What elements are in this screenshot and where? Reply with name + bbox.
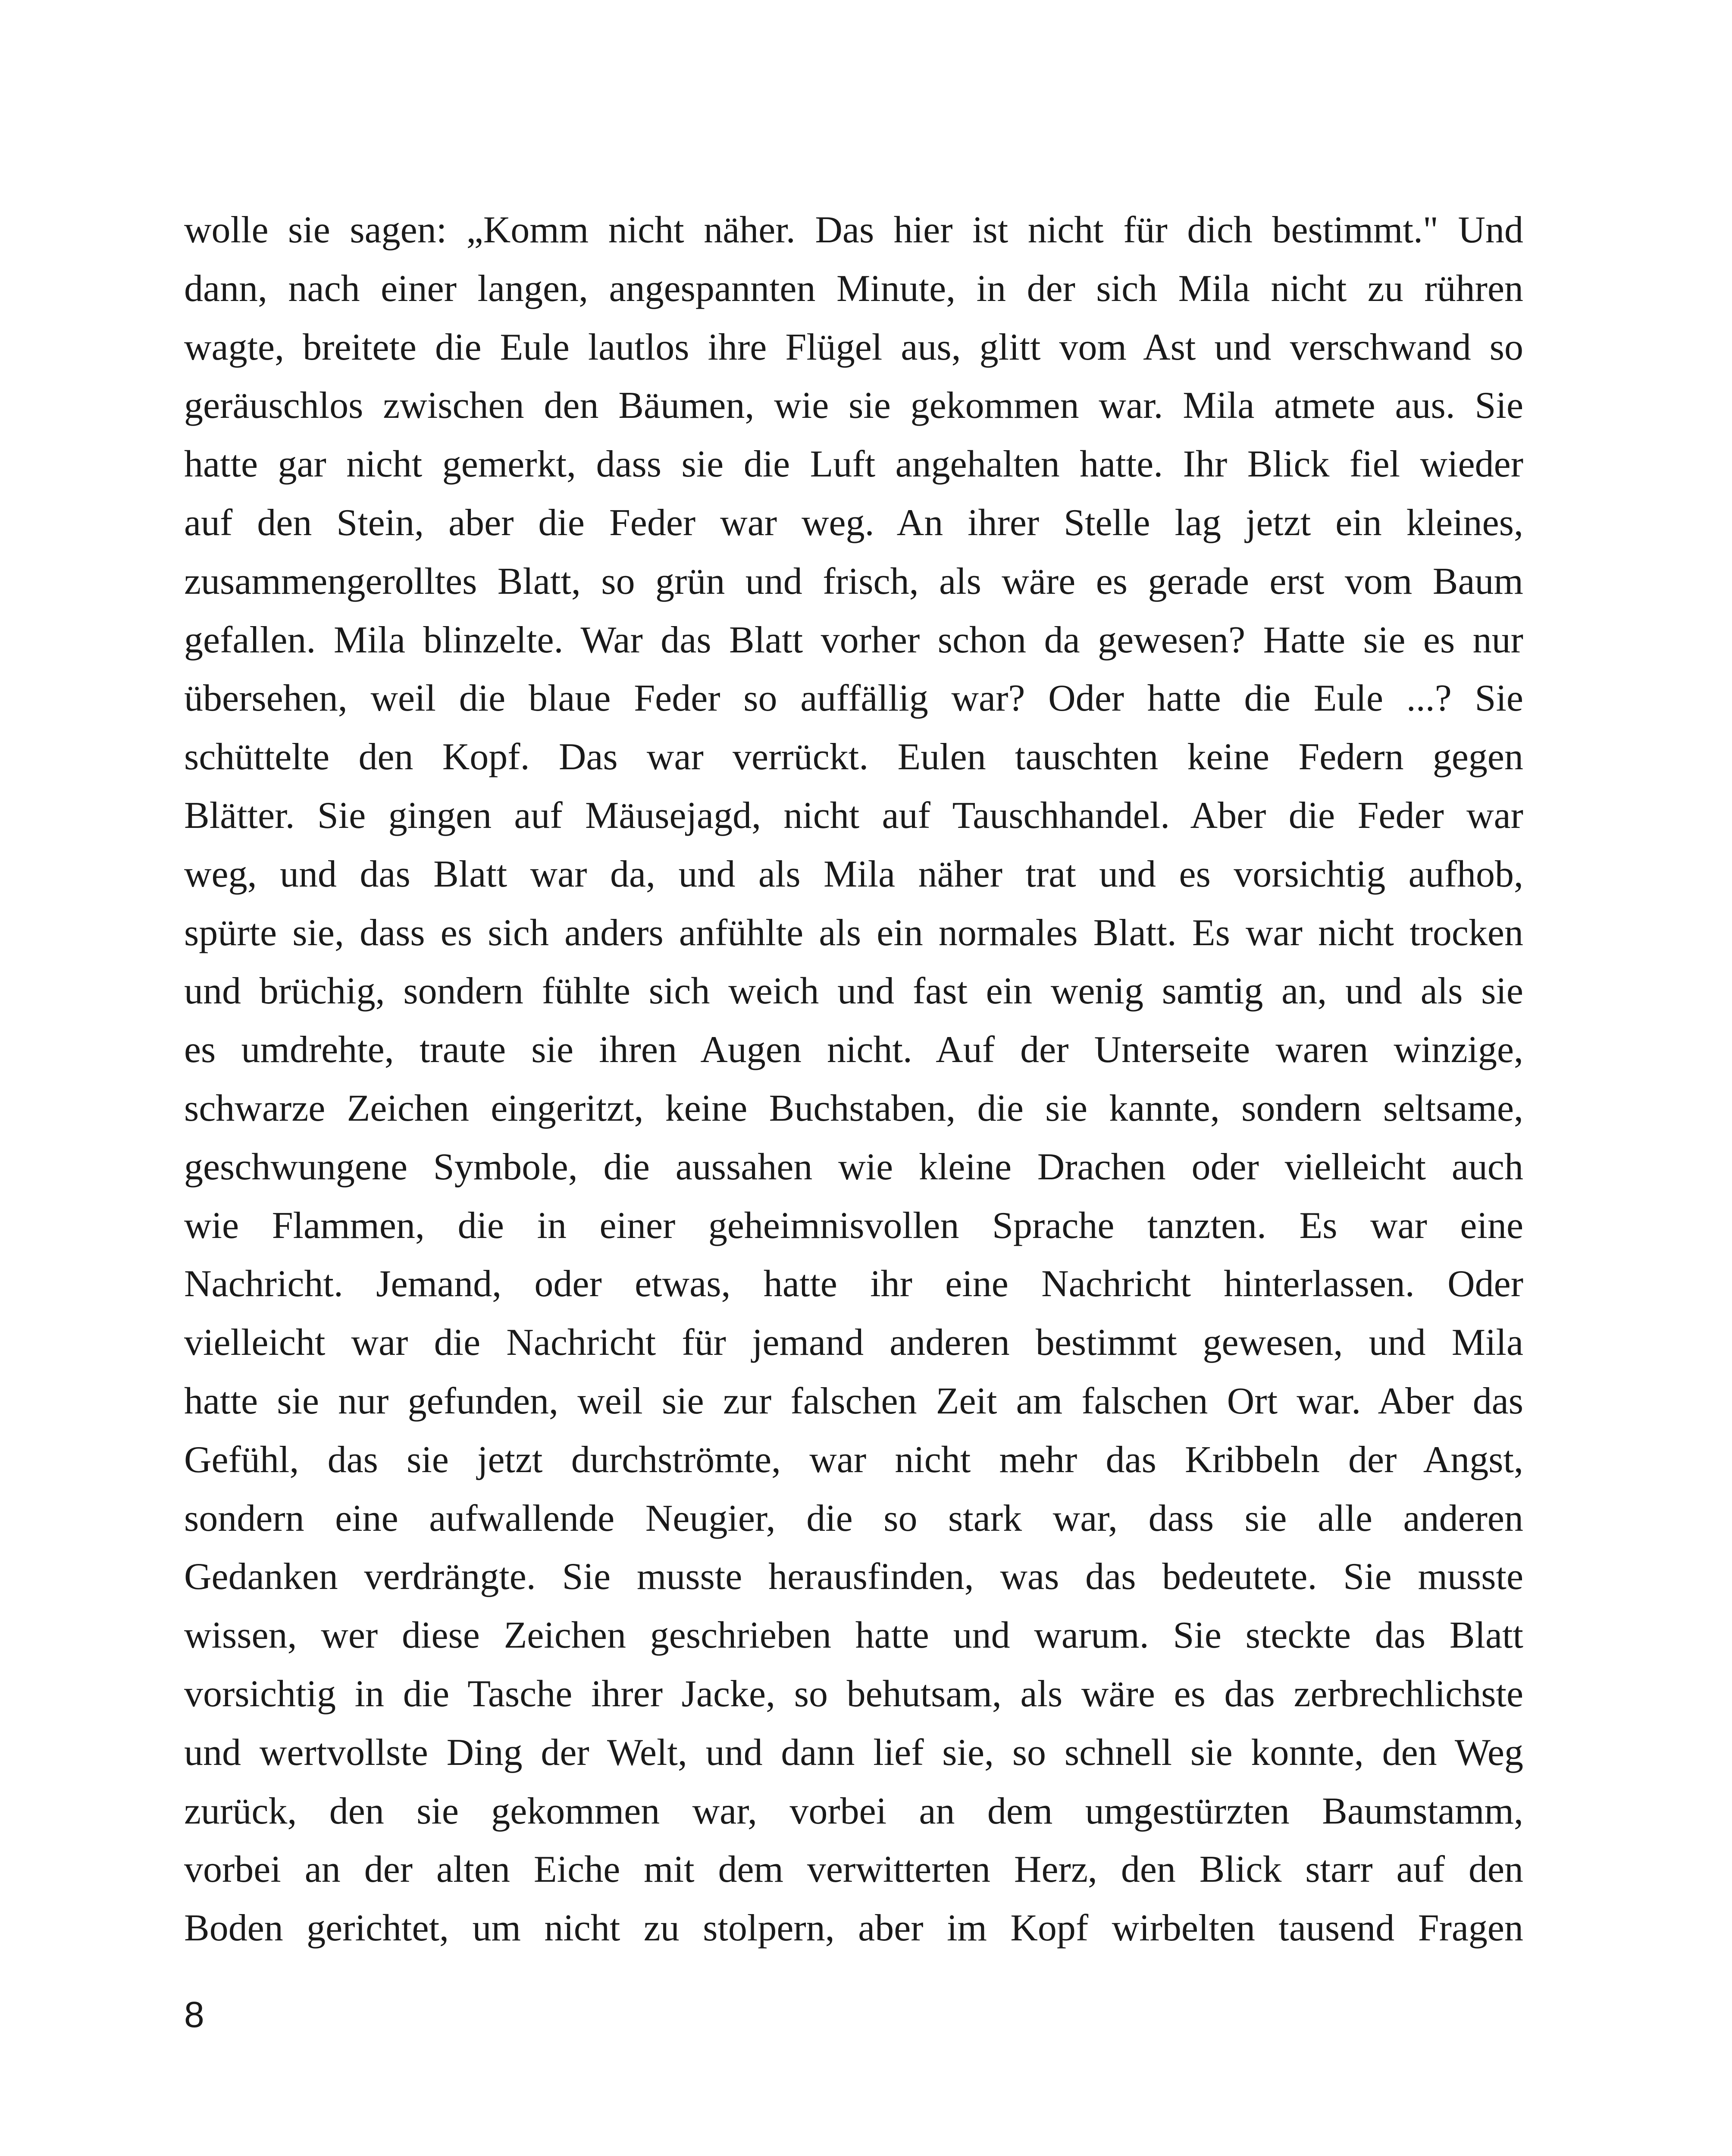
text-line: wagte, breitete die Eule lautlos ihre Flügel aus, glitt vom Ast und verschwand so bbox=[184, 326, 1523, 368]
text-line: auf den Stein, aber die Feder war weg. An ihrer Stelle lag jetzt ein kleines, bbox=[184, 501, 1523, 544]
text-line: Blätter. Sie gingen auf Mäusejagd, nicht auf Tauschhandel. Aber die Feder war bbox=[184, 794, 1523, 837]
text-line: vorsichtig in die Tasche ihrer Jacke, so behutsam, als wäre es das zerbrechlichste bbox=[184, 1673, 1523, 1715]
text-line: vorbei an der alten Eiche mit dem verwitterten Herz, den Blick starr auf den bbox=[184, 1849, 1523, 1891]
text-line: wie Flammen, die in einer geheimnisvollen Sprache tanzten. Es war eine bbox=[184, 1204, 1523, 1247]
text-line: vielleicht war die Nachricht für jemand anderen bestimmt gewesen, und Mila bbox=[184, 1322, 1523, 1364]
text-line: schwarze Zeichen eingeritzt, keine Buchstaben, die sie kannte, sondern seltsame, bbox=[184, 1087, 1523, 1129]
text-line: gefallen. Mila blinzelte. War das Blatt vorher schon da gewesen? Hatte sie es nur bbox=[184, 619, 1523, 661]
text-line: weg, und das Blatt war da, und als Mila näher trat und es vorsichtig aufhob, bbox=[184, 853, 1523, 895]
text-line: zurück, den sie gekommen war, vorbei an dem umgestürzten Baumstamm, bbox=[184, 1790, 1523, 1832]
text-line: hatte gar nicht gemerkt, dass sie die Luft angehalten hatte. Ihr Blick fiel wieder bbox=[184, 443, 1523, 486]
text-line: Boden gerichtet, um nicht zu stolpern, aber im Kopf wirbelten tausend Fragen bbox=[184, 1907, 1523, 1949]
text-line: Gefühl, das sie jetzt durchströmte, war nicht mehr das Kribbeln der Angst, bbox=[184, 1438, 1523, 1481]
text-line: hatte sie nur gefunden, weil sie zur falschen Zeit am falschen Ort war. Aber das bbox=[184, 1380, 1523, 1422]
text-line: geräuschlos zwischen den Bäumen, wie sie gekommen war. Mila atmete aus. Sie bbox=[184, 385, 1523, 427]
text-line: übersehen, weil die blaue Feder so auffällig war? Oder hatte die Eule ...? Sie bbox=[184, 677, 1523, 720]
text-line: zusammengerolltes Blatt, so grün und frisch, als wäre es gerade erst vom Baum bbox=[184, 560, 1523, 602]
text-line: wolle sie sagen: „Komm nicht näher. Das hier ist nicht für dich bestimmt." Und bbox=[184, 209, 1523, 251]
text-line: und wertvollste Ding der Welt, und dann lief sie, so schnell sie konnte, den Weg bbox=[184, 1731, 1523, 1774]
text-line: es umdrehte, traute sie ihren Augen nicht. Auf der Unterseite waren winzige, bbox=[184, 1029, 1523, 1071]
page-number: 8 bbox=[184, 1994, 204, 2035]
body-paragraph bbox=[184, 201, 1523, 1958]
text-line: Nachricht. Jemand, oder etwas, hatte ihr eine Nachricht hinterlassen. Oder bbox=[184, 1263, 1523, 1305]
text-line: geschwungene Symbole, die aussahen wie kleine Drachen oder vielleicht auch bbox=[184, 1146, 1523, 1188]
text-line: und brüchig, sondern fühlte sich weich und fast ein wenig samtig an, und als sie bbox=[184, 970, 1523, 1012]
text-line: dann, nach einer langen, angespannten Minute, in der sich Mila nicht zu rühren bbox=[184, 267, 1523, 310]
text-line: spürte sie, dass es sich anders anfühlte als ein normales Blatt. Es war nicht trocken bbox=[184, 912, 1523, 954]
text-line: Gedanken verdrängte. Sie musste herausfinden, was das bedeutete. Sie musste bbox=[184, 1556, 1523, 1598]
text-line: sondern eine aufwallende Neugier, die so stark war, dass sie alle anderen bbox=[184, 1497, 1523, 1539]
text-line: schüttelte den Kopf. Das war verrückt. Eulen tauschten keine Federn gegen bbox=[184, 736, 1523, 778]
text-line: wissen, wer diese Zeichen geschrieben hatte und warum. Sie steckte das Blatt bbox=[184, 1614, 1523, 1657]
